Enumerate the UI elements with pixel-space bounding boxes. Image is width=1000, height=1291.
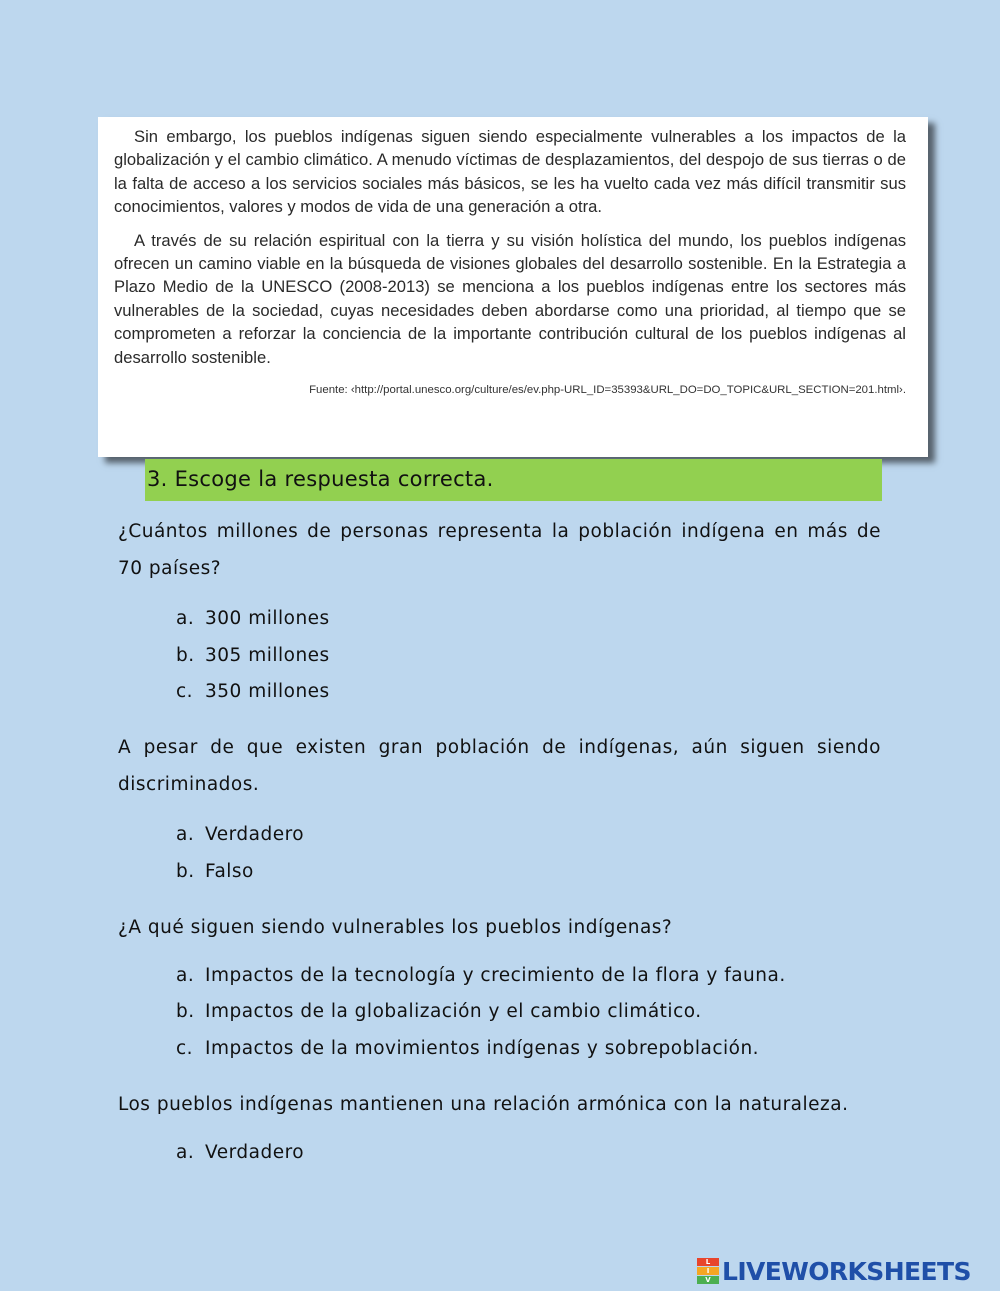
option-text: Falso xyxy=(205,860,254,882)
answer-option[interactable] xyxy=(176,638,881,675)
reading-passage xyxy=(98,117,928,457)
option-letter: a. xyxy=(176,608,195,629)
answer-option[interactable] xyxy=(176,601,881,638)
option-text: 350 millones xyxy=(205,681,330,703)
section-title: 3. Escoge la respuesta correcta. xyxy=(147,467,494,491)
logo-text: LIVEWORKSHEETS xyxy=(722,1256,971,1286)
reading-source: Fuente: ‹http://portal.unesco.org/culture/es/ev.php-URL_ID=35393&URL_DO=DO_TOPIC&URL_SECTION=201.html›. xyxy=(309,384,906,397)
question-3: ¿A qué siguen siendo vulnerables los pueblos indígenas? xyxy=(118,916,673,938)
answer-option[interactable] xyxy=(176,1135,881,1172)
answer-option[interactable] xyxy=(176,817,881,854)
question-2: A pesar de que existen gran población de indígenas, aún siguen siendo discriminados. xyxy=(118,737,881,796)
option-letter: c. xyxy=(176,681,194,703)
question-1: ¿Cuántos millones de personas representa la población indígena en más de 70 países? xyxy=(118,521,881,579)
answer-option[interactable] xyxy=(176,994,881,1031)
section-header xyxy=(145,459,882,501)
option-letter: b. xyxy=(176,644,195,666)
liveworksheets-logo xyxy=(697,1256,971,1286)
option-letter: a. xyxy=(176,964,195,986)
question-3-options xyxy=(118,958,881,1068)
question-2-options xyxy=(118,817,881,890)
answer-option[interactable] xyxy=(176,1031,881,1068)
option-text: Impactos de la movimientos indígenas y sobrepoblación. xyxy=(205,1037,760,1059)
option-letter: c. xyxy=(176,1037,194,1059)
logo-mark-v: V xyxy=(697,1276,719,1284)
option-letter: b. xyxy=(176,860,195,882)
option-text: Impactos de la tecnología y crecimiento de la flora y fauna. xyxy=(205,964,786,986)
option-letter: a. xyxy=(176,1141,195,1163)
reading-paragraph-1: Sin embargo, los pueblos indígenas siguen siendo especialmente vulnerables a los impactos de la globalización y el cambio climático. A menudo víctimas de desplazamientos, del despojo de sus tierras o de la falta de acceso a los servicios sociales más básicos, se les ha vuelto cada vez más difícil transmitir sus conocimientos, valores y modos de vida de una generación a otra. xyxy=(114,127,906,217)
answer-option[interactable] xyxy=(176,674,881,711)
option-text: Verdadero xyxy=(205,1141,305,1163)
option-text: 300 millones xyxy=(205,608,330,629)
reading-paragraph-2: A través de su relación espiritual con la tierra y su visión holística del mundo, los pueblos indígenas ofrecen un camino viable en la búsqueda de visiones globales del desarrollo sostenible. En la Estrategia a Plazo Medio de la UNESCO (2008-2013) se menciona a los pueblos indígenas entre los sectores más vulnerables de la sociedad, cuyas necesidades deben abordarse como una prioridad, al tiempo que se comprometen a reforzar la conciencia de la importante contribución cultural de los pueblos indígenas al desarrollo sostenible. xyxy=(114,230,906,367)
answer-option[interactable] xyxy=(176,958,881,995)
question-1-options xyxy=(118,601,881,711)
option-text: Impactos de la globalización y el cambio climático. xyxy=(205,1001,702,1023)
question-4: Los pueblos indígenas mantienen una relación armónica con la naturaleza. xyxy=(118,1093,849,1115)
answer-option[interactable] xyxy=(176,854,881,891)
liveworksheets-logo-icon xyxy=(697,1258,719,1285)
logo-mark-i: I xyxy=(697,1267,719,1275)
option-letter: a. xyxy=(176,824,195,846)
option-text: Verdadero xyxy=(205,824,305,846)
quiz xyxy=(118,513,881,1189)
logo-mark-l: L xyxy=(697,1258,719,1266)
option-letter: b. xyxy=(176,1001,195,1023)
question-4-options xyxy=(118,1135,881,1172)
option-text: 305 millones xyxy=(205,644,330,666)
